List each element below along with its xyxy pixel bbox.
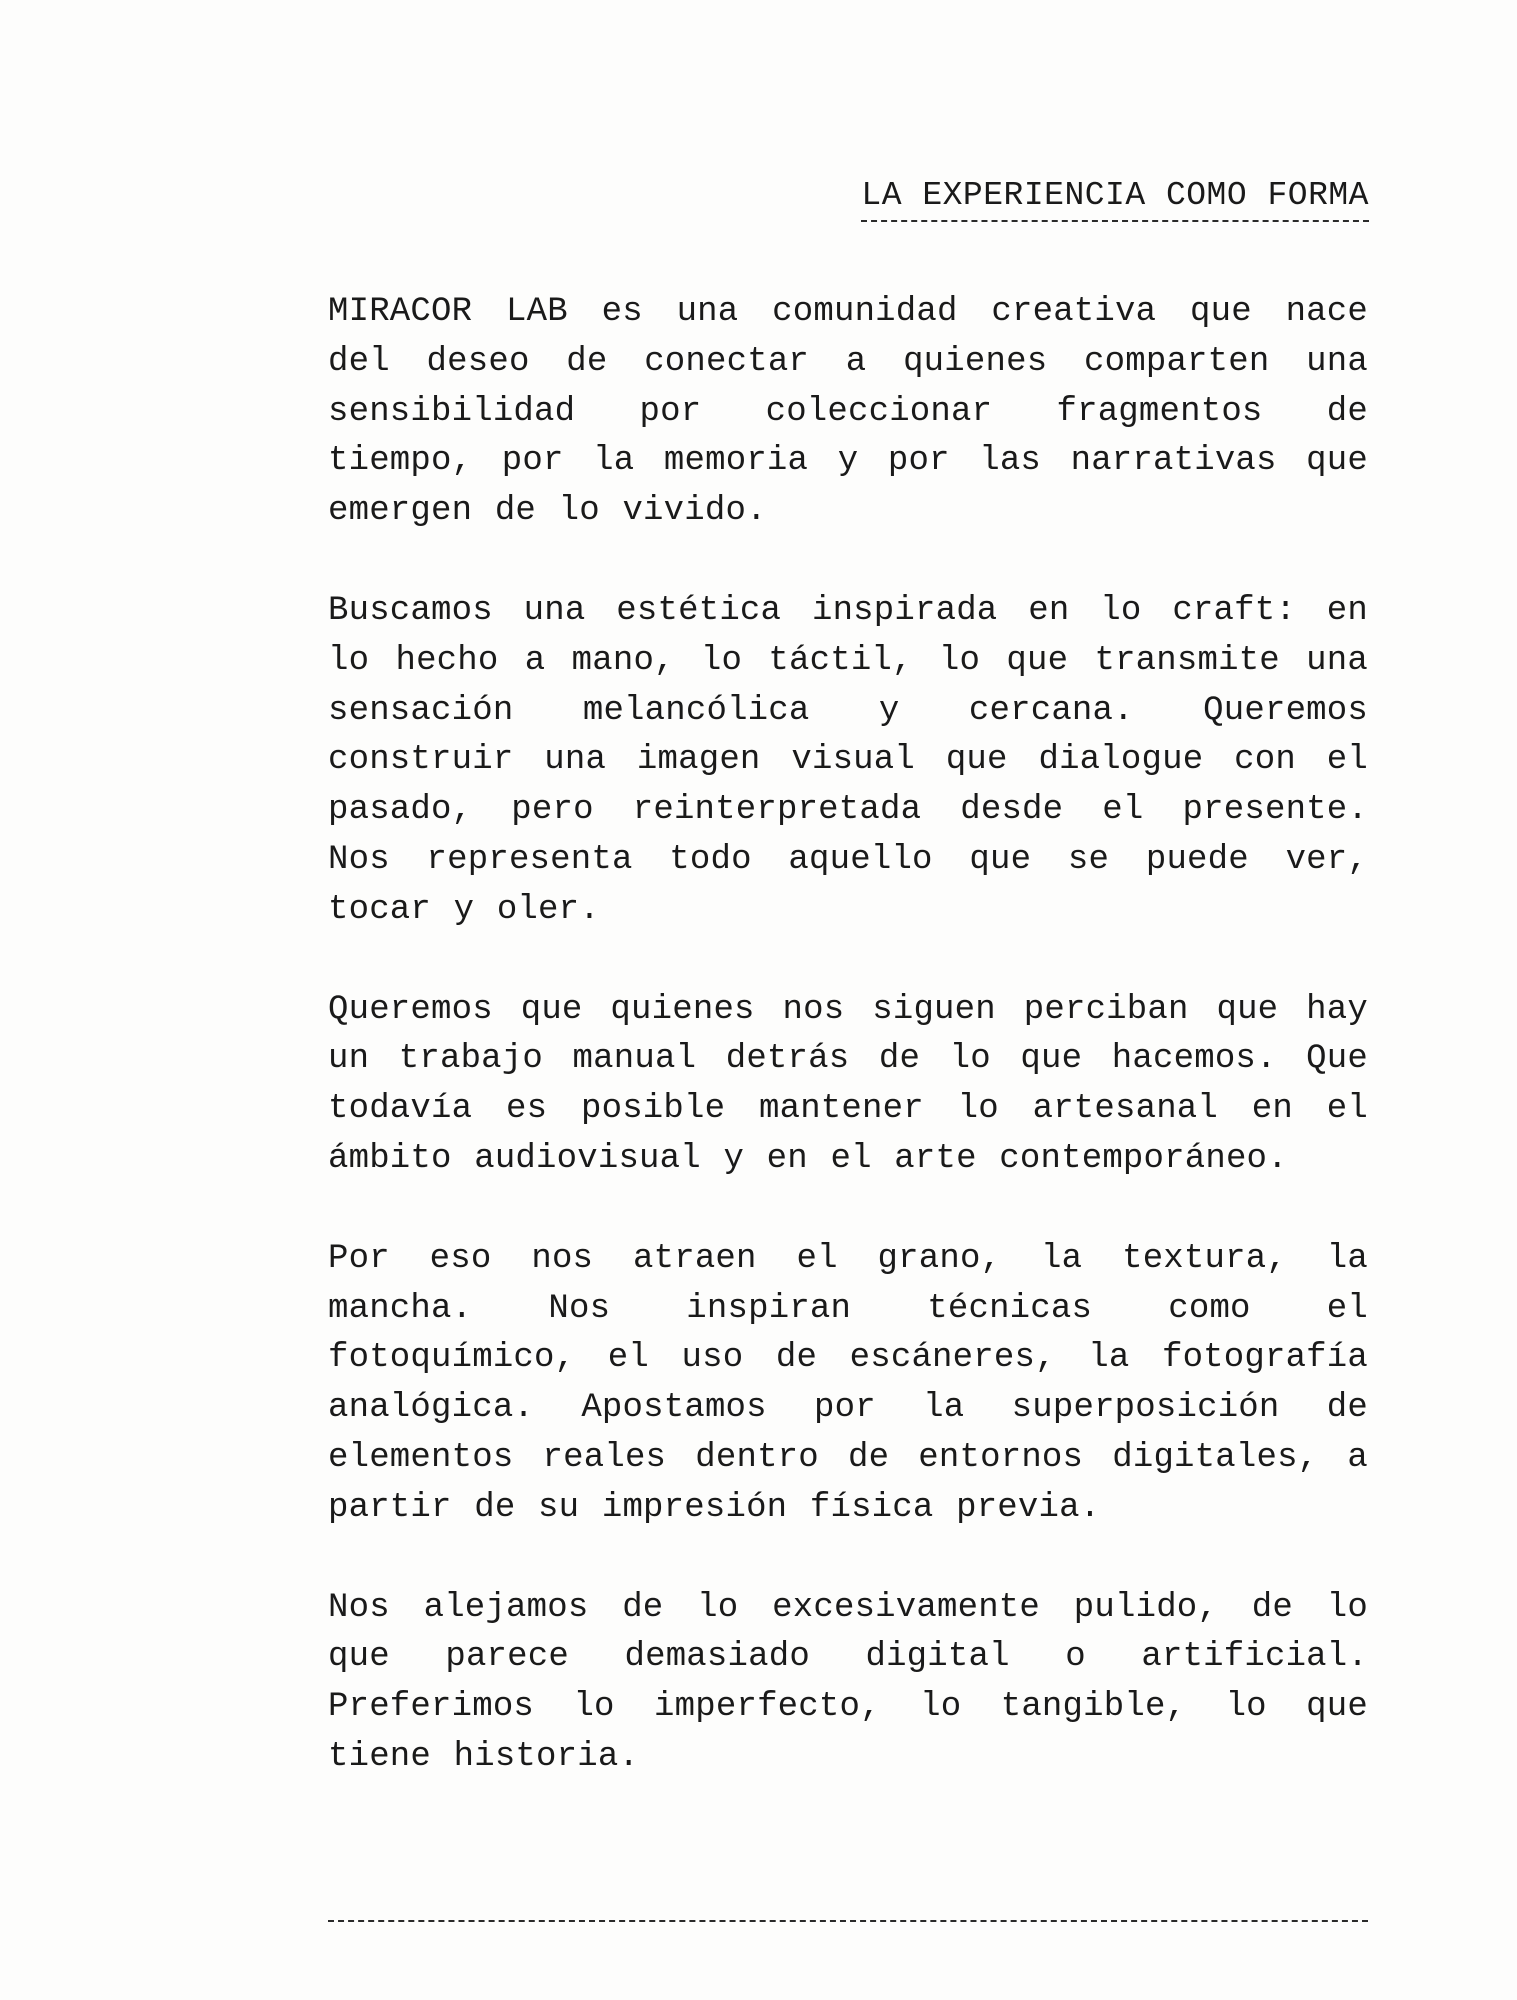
paragraph-1: MIRACOR LAB es una comunidad creativa que nace del deseo de conectar a quienes comparten una sensibilidad por coleccionar fragmentos de tiempo, por la memoria y por las narrativas que emergen de lo vivido. bbox=[328, 293, 1368, 531]
title-block bbox=[861, 176, 1369, 222]
paragraph-5: Nos alejamos de lo excesivamente pulido, de lo que parece demasiado digital o artificial. Preferimos lo imperfecto, lo tangible, lo que tiene historia. bbox=[328, 1588, 1368, 1776]
paragraph-4: Por eso nos atraen el grano, la textura, la mancha. Nos inspiran técnicas como el fotoquímico, el uso de escáneres, la fotografía analógica. Apostamos por la superposición de elementos reales dentro de entornos digitales, a partir de su impresión física previa. bbox=[328, 1239, 1368, 1527]
paragraph-3: Queremos que quienes nos siguen perciban que hay un trabajo manual detrás de lo que hacemos. Que todavía es posible mantener lo artesanal en el ámbito audiovisual y en el arte contemporáneo. bbox=[328, 990, 1368, 1178]
page-title: LA EXPERIENCIA COMO FORMA bbox=[861, 176, 1369, 222]
paragraph-2: Buscamos una estética inspirada en lo craft: en lo hecho a mano, lo táctil, lo que transmite una sensación melancólica y cercana. Queremos construir una imagen visual que dialogue con el pasado, pero reinterpretada desde el presente. Nos representa todo aquello que se puede ver, tocar y oler. bbox=[328, 591, 1368, 929]
closing-divider bbox=[328, 1920, 1368, 1922]
body-text bbox=[328, 288, 1368, 1833]
